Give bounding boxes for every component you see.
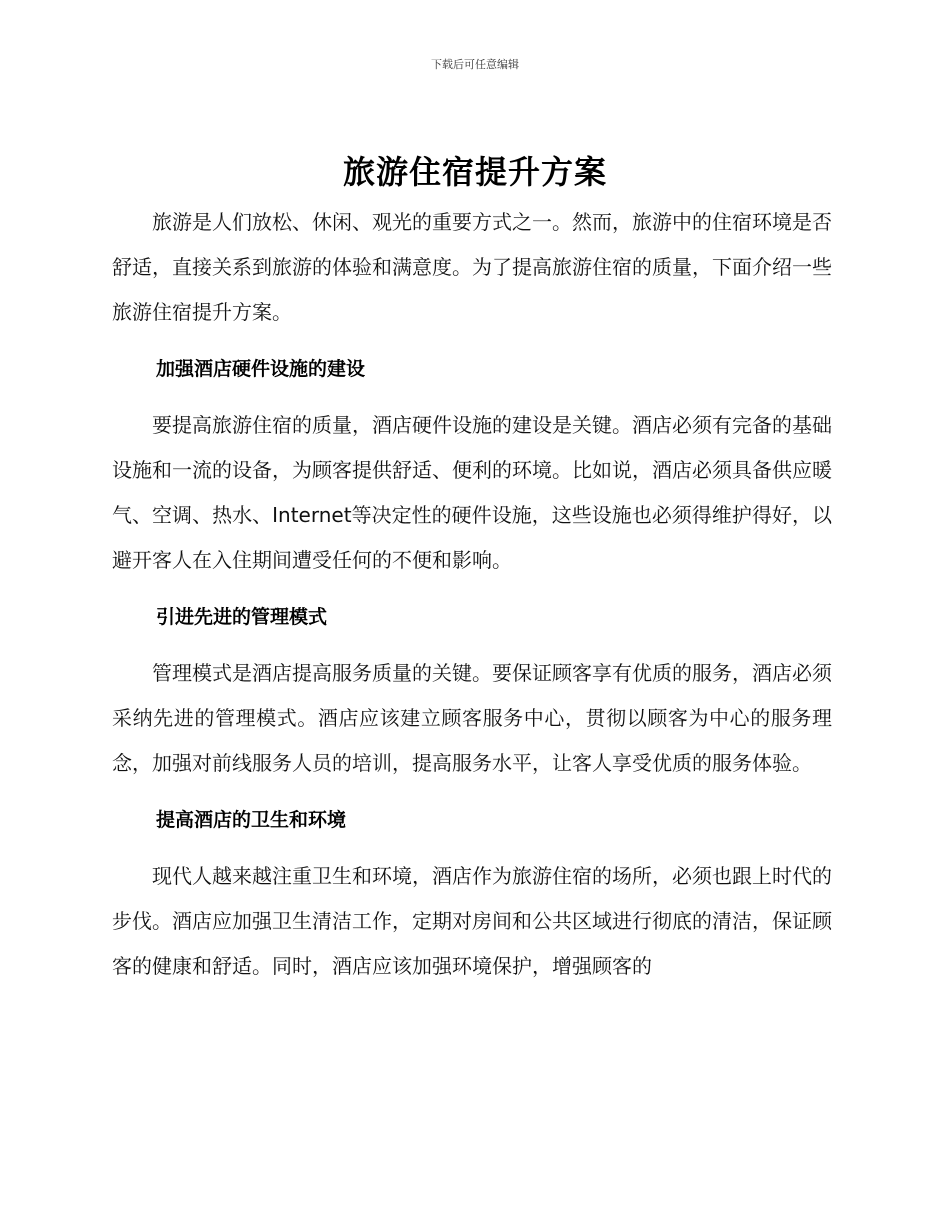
section-hardware xyxy=(112,349,832,583)
intro-paragraph: 旅游是人们放松、休闲、观光的重要方式之一。然而，旅游中的住宿环境是否舒适，直接关系到旅游的体验和满意度。为了提高旅游住宿的质量，下面介绍一些旅游住宿提升方案。 xyxy=(112,210,832,324)
section-management xyxy=(112,597,832,786)
document-body xyxy=(112,200,832,989)
section-hygiene xyxy=(112,800,832,989)
section-heading: 引进先进的管理模式 xyxy=(156,606,328,628)
section-paragraph: 现代人越来越注重卫生和环境，酒店作为旅游住宿的场所，必须也跟上时代的步伐。酒店应加强卫生清洁工作，定期对房间和公共区域进行彻底的清洁，保证顾客的健康和舒适。同时，酒店应该加强环境保护，增强顾客的 xyxy=(112,864,832,978)
section-paragraph: 管理模式是酒店提高服务质量的关键。要保证顾客享有优质的服务，酒店必须采纳先进的管理模式。酒店应该建立顾客服务中心，贯彻以顾客为中心的服务理念，加强对前线服务人员的培训，提高服务水平，让客人享受优质的服务体验。 xyxy=(112,661,832,775)
section-paragraph: 要提高旅游住宿的质量，酒店硬件设施的建设是关键。酒店必须有完备的基础设施和一流的设备，为顾客提供舒适、便利的环境。比如说，酒店必须具备供应暖气、空调、热水、Internet等决定性的硬件设施，这些设施也必须得维护得好，以避开客人在入住期间遭受任何的不便和影响。 xyxy=(112,413,832,572)
document-title: 旅游住宿提升方案 xyxy=(342,153,607,191)
header-note: 下载后可任意编辑 xyxy=(431,58,519,71)
section-heading: 提高酒店的卫生和环境 xyxy=(156,809,347,831)
section-heading: 加强酒店硬件设施的建设 xyxy=(156,358,366,380)
